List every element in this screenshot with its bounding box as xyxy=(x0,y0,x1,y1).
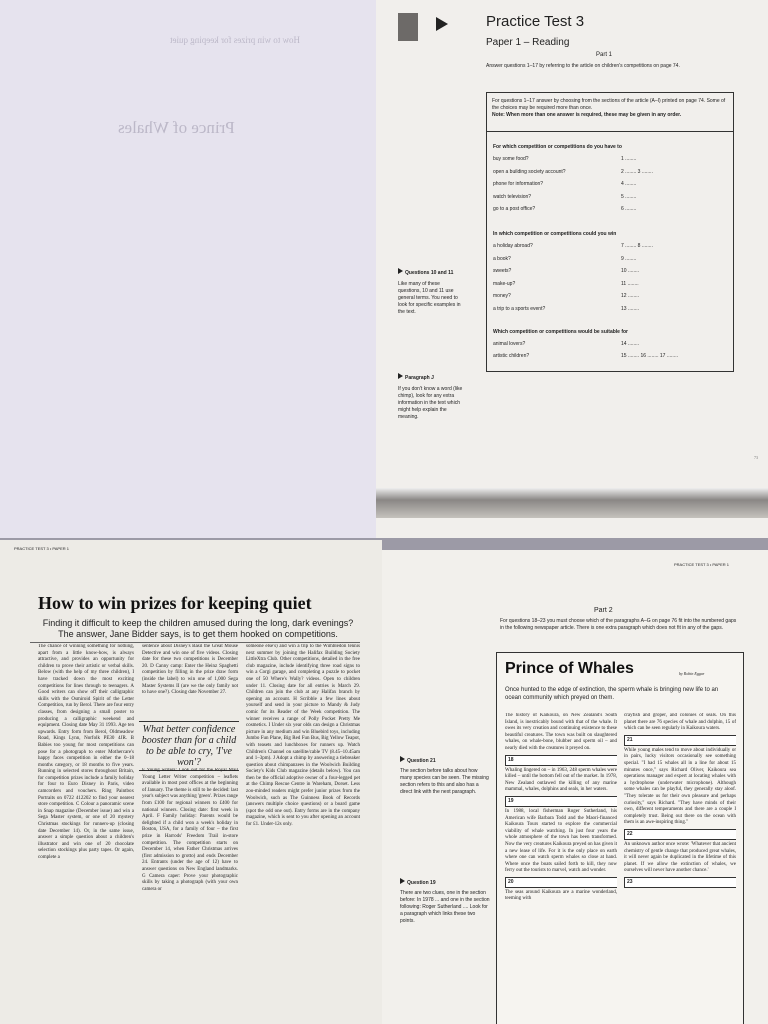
prince-of-whales-page xyxy=(382,550,768,1024)
questions-box xyxy=(486,92,734,372)
article-title: How to win prizes for keeping quiet xyxy=(38,593,312,613)
answer-blank[interactable]: 15 ........ 16 ........ 17 ........ xyxy=(621,352,678,359)
page-subtitle: Paper 1 – Reading xyxy=(486,37,570,48)
article-paragraph: In 1988, local fisherman Roger Sutherland, his American wife Barbara Todd and the Maori-financed Kaikoura Tours started to explore the commercial viability of whale watching. In just four years the whole atmosphere of the town has been transformed. Now the very creatures Kaikoura preyed on has given it a new lease of life. For it is the only place on earth where one can watch sperm whales so close at hand. Where once the boats sailed forth to kill, they now ferry out the tourists to marvel, watch and wonder. xyxy=(505,808,617,874)
ghost-article-heading: How to win prizes for keeping quiet xyxy=(170,35,300,45)
ghost-article-title: Prince of Whales xyxy=(118,118,235,137)
article-paragraph: While young males tend to move about individually or in pairs, lucky visitors occasionally see something special. "I had 15 whales all in a line for about 15 minutes once," says Richard Oliver, Kaikoura sea operations manager and expert at locating whales with a hydrophone (underwater microphone). Although some whales can be playful, they generally stay aloof. "They tolerate us for their own pleasure and perhaps curiosity," says Richard. "They have minds of their own, different temperaments and there are a couple I completely trust. Being out there on the ocean with them is an awe-inspiring thing." xyxy=(624,747,736,826)
article-title: Prince of Whales xyxy=(505,660,634,677)
arrow-icon xyxy=(400,878,405,884)
section2-heading: In which competition or competitions could you win xyxy=(493,231,617,237)
instruction-note: Note: When more than one answer is required, these may be given in any order. xyxy=(492,112,682,118)
answer-gap-23[interactable]: 23 xyxy=(624,877,736,888)
newspaper-article-box xyxy=(496,652,744,1024)
part-label: Part 1 xyxy=(596,52,613,58)
tip-heading: Paragraph J xyxy=(405,375,434,381)
tip-body: There are two clues, one in the section before: In 1978 ... and one in the section following: Roger Sutherland .... Look for a paragraph which links these two points. xyxy=(400,890,490,924)
question-text: go to a post office? xyxy=(493,206,536,212)
article-column-1 xyxy=(505,713,617,1024)
article-paragraph: Whaling lingered on – in 1963, 248 sperm whales were killed – until the bottom fell out of the market. In 1978, New Zealand outlawed the killing of any marine mammal, whales, dolphins and seals, in her waters. xyxy=(505,767,617,793)
section3-heading: Which competition or competitions would be suitable for xyxy=(493,329,629,335)
article-byline: by Robin Eggar xyxy=(679,671,705,676)
answer-blank[interactable]: 4 ........ xyxy=(621,181,637,187)
question-text: a holiday abroad? xyxy=(493,243,533,249)
answer-blank[interactable]: 5 ........ xyxy=(621,193,637,200)
question-text: artistic children? xyxy=(493,352,530,359)
answer-gap-19[interactable]: 19 xyxy=(505,796,617,807)
part-intro: Answer questions 1–17 by referring to the article on children's competitions on page 74. xyxy=(486,63,680,69)
article-paragraph: An unknown author once wrote: 'Whatever that ancient chemistry of gentle change that produced great whales, it will never again be duplicated in the lifetime of this planet. If we allow the extinction of whales, we ourselves will never have another chance.' xyxy=(624,841,736,874)
tip-body: If you don't know a word (like chimp), look for any extra information in the text which might help explain the meaning. xyxy=(398,386,463,420)
article-column-2-bottom: E Young writers: Look out for the Royal Mail Young Letter Writer competition – leaflets available in most post offices at the beginning of January. The theme is still to be decided: last year's subject was anything 'green'. Prizes range from £100 for regional winners to £400 for national winners. Closing date: first week in April. F Family holiday: Parents would be delighted if a child won a week's holiday in Boston, USA, for a family of four – the first prize in Harrods' Freedom Trail in-store competition. The competition starts on December 14, when Father Christmas arrives (first admission to grotto) and ends December 24. Entrants (under the age of 12) have to answer questions on New England landmarks. G Camera caper: Prove your photographic skills by taking a photograph (with your own camera or xyxy=(142,768,238,892)
question-row xyxy=(493,156,723,162)
question-row xyxy=(493,268,723,274)
question-row xyxy=(493,243,723,249)
question-row xyxy=(493,181,723,187)
answer-gap-18[interactable]: 18 xyxy=(505,755,617,766)
article-paragraph: The seas around Kaikoura are a marine wonderland, teeming with xyxy=(505,889,617,902)
part-intro: For questions 18–23 you must choose which of the paragraphs A–G on page 76 fit into the numbered gaps in the following newspaper article. There is one extra paragraph which does not fit in any of the gaps. xyxy=(500,618,737,631)
blank-left-page xyxy=(0,0,376,538)
question-text: watch television? xyxy=(493,193,532,200)
question-row xyxy=(493,256,723,262)
tip-heading: Questions 10 and 11 xyxy=(405,270,454,276)
tip-heading: Question 21 xyxy=(407,758,436,764)
question-text: a book? xyxy=(493,255,511,262)
article-column-2-top: sentence about Disney's Basil the Great Mouse Detective and win one of five videos. Closing date for these two competitions is December 20. D Canny camp: Enter the Heinz Spaghetti competition by filling in the prize draw form (inside the label) to win one of 1,000 Sega Master Systems II (are we the only family not to have one?). Closing date November 27. xyxy=(142,644,238,696)
scan-edge-shadow xyxy=(376,488,768,518)
article-paragraph: crayfish and groper, and colonies of seals. On this planet there are 76 species of whale and dolphin, 15 of which can be seen regularly in Kaikoura waters. xyxy=(624,713,736,732)
answer-blank[interactable]: 13 ........ xyxy=(621,305,640,312)
question-row xyxy=(493,169,723,175)
tip-paragraph-j xyxy=(398,373,464,421)
question-row xyxy=(493,194,723,200)
page-title: Practice Test 3 xyxy=(486,13,585,30)
answer-blank[interactable]: 12 ........ xyxy=(621,293,640,299)
question-text: a trip to a sports event? xyxy=(493,305,546,312)
article-standfirst: Finding it difficult to keep the children amused during the long, dark evenings? The answer, Jane Bidder says, is to get them hooked on competitions. xyxy=(42,618,354,639)
pull-quote: What better confidence booster than for a child to be able to cry, 'I've won'? xyxy=(139,721,239,771)
question-row xyxy=(493,341,723,347)
answer-blank[interactable]: 2 ........ 3 ........ xyxy=(621,168,653,175)
arrow-icon xyxy=(400,756,405,762)
question-text: sweets? xyxy=(493,268,512,274)
competitions-article-page xyxy=(0,540,382,1024)
divider xyxy=(30,642,360,643)
question-text: animal lovers? xyxy=(493,341,526,347)
article-standfirst: Once hunted to the edge of extinction, the sperm whale is bringing new life to an ocean community which preyed on them. xyxy=(505,687,719,701)
tip-questions-10-11 xyxy=(398,268,464,316)
answer-blank[interactable]: 14 ........ xyxy=(621,341,640,347)
question-text: phone for information? xyxy=(493,181,544,187)
tip-question-21 xyxy=(400,756,490,796)
practice-test-page xyxy=(376,0,768,538)
article-column-3: someone else's) and win a trip to the Wimbledon tennis next summer by joining the Halifax Building Society LittleXtra Club. Other competitions, detailed in the free club magazine, include identifying three road signs to win a Corgi garage, and completing a puzzle to pocket one of 50 Where's Wally? videos. Open to children under 11. Closing date for all entries is March 29. Children can join the club at any Halifax branch by opening an account. H Scribble a few lines about yourself and send in your picture to Mandy & Judy comic for its Reader of the Week competition. The winner receives a range of Polly Pocket Pretty Me cosmetics. I Under six year olds can design a Christmas picture in any medium and win Bluebird toys, including Jumbo Fun Plane, Big Red Fun Bus, Big Yellow Teapot, with teasets and lunchboxes for runners up. Watch Children's Channel on satellite/cable TV (8.45–10.45am and 1–3pm). J Adopt a chimp by answering a tiebreaker question about chimpanzees in the Woolwich Building Society's Kids Club magazine (details below). You can then be the official adoptive owner of a four-legged pet at the Chimp Rescue Centre in Wareham, Dorset. Less zoo-minded readers might prefer junior prizes from the Woolwich, such as The Guinness Book of Records (answers multiple choice questions) or a board game (spot the odd one out). Entry forms are in the company magazine, which is sent to you after opening an account for £1. Under-12s only. xyxy=(246,644,360,828)
question-row xyxy=(493,353,723,359)
question-text: buy some food? xyxy=(493,156,529,162)
running-header: PRACTICE TEST 3 • PAPER 1 xyxy=(674,562,729,567)
answer-gap-21[interactable]: 21 xyxy=(624,735,736,746)
question-row xyxy=(493,306,723,312)
part-label: Part 2 xyxy=(594,607,613,614)
page-number: 73 xyxy=(754,455,758,460)
article-column-2 xyxy=(624,713,736,1024)
box-instructions xyxy=(487,93,733,132)
arrow-icon xyxy=(436,17,448,31)
answer-blank[interactable]: 10 ........ xyxy=(621,268,640,274)
answer-gap-20[interactable]: 20 xyxy=(505,877,617,888)
arrow-icon xyxy=(398,268,403,274)
answer-blank[interactable]: 1 ........ xyxy=(621,156,637,162)
instruction-text: For questions 1–17 answer by choosing from the sections of the article (A–I) printed on page 74. Some of the choices may be required more than once. xyxy=(492,98,726,111)
answer-gap-22[interactable]: 22 xyxy=(624,829,736,840)
question-text: money? xyxy=(493,293,511,299)
question-text: open a building society account? xyxy=(493,168,566,175)
question-row xyxy=(493,293,723,299)
question-text: make-up? xyxy=(493,280,516,287)
answer-blank[interactable]: 9 ........ xyxy=(621,255,637,262)
answer-blank[interactable]: 11 ........ xyxy=(621,280,639,287)
question-row xyxy=(493,206,723,212)
article-column-1: The chance of winning something for nothing, apart from a little know-how, is always attractive, and provides an opportunity for children to prove their artistic or verbal skills. Below (with the help of my three children), I have tracked down the most exciting competitions for lines through to teenagers. A Good writers can show off their calligraphic skills with the Osmiroid Spirit of the Letter Competition, run by Berol. There are four entry classes, from designing a small poster to producing a calligraphic weekend and equipment. Closing date May 31 1993. Age ten upwards. Entry form from Berol, Oldmeadow Road, Kings Lynn, Norfolk PE30 4JR. B Babies too young for most competitions can pose for a photograph to enter Mothercare's happy faces competition in either the 0–18 months category, or 18 months to five years. Running in selected stores throughout Britain, for competition prizes include a family holiday for four to Euro Disney in Paris, video camcorders and vouchers. Ring Paintbox Portraits on 0722 412202 to find your nearest store competition. C Colour a panoramic scene in Snap magazine (December issue) and win a Sega Master system, or one of 20 mystery Christmas stockings for runners-up (closing date December 14). Or, in the same issue, answer a simple question about a children's illustrator and win one of 20 chocolate selection stockings plus party tapes. Or again, complete a xyxy=(38,644,134,860)
question-row xyxy=(493,281,723,287)
tip-question-19 xyxy=(400,878,490,925)
tip-heading: Question 19 xyxy=(407,880,436,886)
header-block-decoration xyxy=(398,13,418,41)
answer-blank[interactable]: 6 ........ xyxy=(621,206,637,212)
tip-body: The section before talks about how many species can be seen. The missing section refers to this and also has a direct link with the next paragraph. xyxy=(400,768,489,795)
tip-body: Like many of these questions, 10 and 11 use general terms. You need to look for specific examples in the text. xyxy=(398,281,461,315)
arrow-icon xyxy=(398,373,403,379)
answer-blank[interactable]: 7 ........ 8 ........ xyxy=(621,243,653,249)
section1-heading: For which competition or competitions do you have to xyxy=(493,144,622,150)
article-paragraph: The history of Kaikoura, on New Zealand's South Island, is inextricably bound with that of the whale. It owes its very creation and continuing existence to these beautiful creatures. The town was built on slaughtered whales, on whale-bone, blubber and sperm oil – and nearly died with the creatures it preyed on. xyxy=(505,713,617,751)
running-header: PRACTICE TEST 3 • PAPER 1 xyxy=(14,546,69,551)
